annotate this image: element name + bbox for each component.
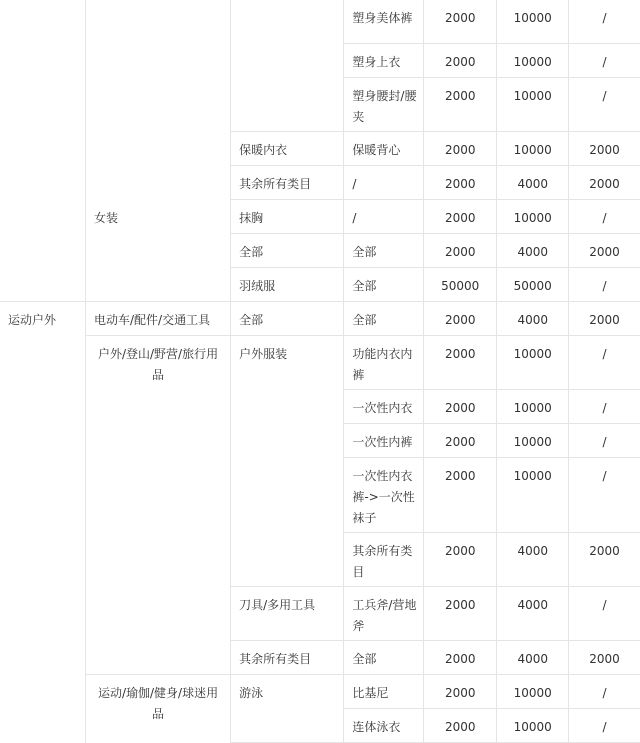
deposit-value-3: / — [568, 78, 640, 132]
deposit-value-3: / — [568, 44, 640, 78]
deposit-value-2: 10000 — [497, 675, 568, 709]
level4-category-cell: / — [344, 200, 424, 234]
deposit-value-3: / — [568, 200, 640, 234]
deposit-value-2: 10000 — [497, 390, 568, 424]
deposit-value-1: 2000 — [424, 533, 497, 587]
level1-category-cell: 运动户外 — [0, 302, 86, 743]
level4-category-cell: 功能内衣内裤 — [344, 336, 424, 390]
level4-category-cell: 保暖背心 — [344, 132, 424, 166]
level2-category-cell: 运动/瑜伽/健身/球迷用品 — [86, 675, 231, 743]
level4-category-cell: 全部 — [344, 302, 424, 336]
level2-category-cell: 户外/登山/野营/旅行用品 — [86, 336, 231, 675]
deposit-value-3: / — [568, 0, 640, 44]
level3-category-cell: 全部 — [231, 302, 344, 336]
table-row — [0, 302, 640, 336]
level2-category-cell: 女装 — [86, 200, 231, 302]
deposit-value-3: 2000 — [568, 132, 640, 166]
deposit-value-2: 4000 — [497, 234, 568, 268]
deposit-value-1: 2000 — [424, 234, 497, 268]
deposit-value-2: 4000 — [497, 587, 568, 641]
level3-category-cell: 刀具/多用工具 — [231, 587, 344, 641]
deposit-value-2: 4000 — [497, 641, 568, 675]
level4-category-cell: 工兵斧/营地斧 — [344, 587, 424, 641]
level3-category-cell: 抹胸 — [231, 200, 344, 234]
deposit-value-2: 10000 — [497, 458, 568, 533]
deposit-value-2: 4000 — [497, 302, 568, 336]
deposit-value-1: 2000 — [424, 458, 497, 533]
deposit-value-3: / — [568, 424, 640, 458]
deposit-value-1: 2000 — [424, 302, 497, 336]
level4-category-cell: 全部 — [344, 268, 424, 302]
level3-category-cell: 户外服装 — [231, 336, 344, 587]
level3-category-cell — [231, 0, 344, 132]
deposit-value-1: 2000 — [424, 78, 497, 132]
deposit-value-3: 2000 — [568, 533, 640, 587]
level3-category-cell: 全部 — [231, 234, 344, 268]
deposit-value-3: / — [568, 458, 640, 533]
level4-category-cell: / — [344, 166, 424, 200]
deposit-value-1: 2000 — [424, 709, 497, 743]
table-row — [0, 675, 640, 709]
level4-category-cell: 一次性内衣裤->一次性袜子 — [344, 458, 424, 533]
deposit-value-2: 50000 — [497, 268, 568, 302]
deposit-value-2: 10000 — [497, 78, 568, 132]
level3-category-cell: 其余所有类目 — [231, 641, 344, 675]
deposit-value-3: / — [568, 390, 640, 424]
deposit-value-1: 2000 — [424, 336, 497, 390]
deposit-value-3: / — [568, 675, 640, 709]
level3-category-cell: 羽绒服 — [231, 268, 344, 302]
deposit-value-2: 4000 — [497, 166, 568, 200]
level4-category-cell: 一次性内裤 — [344, 424, 424, 458]
level4-category-cell: 塑身美体裤 — [344, 0, 424, 44]
deposit-value-1: 2000 — [424, 44, 497, 78]
table-row — [0, 200, 640, 234]
level2-category-cell — [86, 0, 231, 200]
deposit-value-3: / — [568, 709, 640, 743]
level4-category-cell: 一次性内衣 — [344, 390, 424, 424]
deposit-value-2: 10000 — [497, 424, 568, 458]
deposit-value-1: 2000 — [424, 587, 497, 641]
level1-category-cell — [0, 0, 86, 302]
deposit-value-3: 2000 — [568, 234, 640, 268]
deposit-value-3: / — [568, 587, 640, 641]
deposit-value-3: 2000 — [568, 641, 640, 675]
deposit-value-2: 10000 — [497, 44, 568, 78]
level4-category-cell: 全部 — [344, 641, 424, 675]
deposit-value-3: 2000 — [568, 166, 640, 200]
deposit-value-3: 2000 — [568, 302, 640, 336]
deposit-value-2: 10000 — [497, 709, 568, 743]
level2-category-cell: 电动车/配件/交通工具 — [86, 302, 231, 336]
level4-category-cell: 比基尼 — [344, 675, 424, 709]
deposit-value-1: 2000 — [424, 0, 497, 44]
level4-category-cell: 其余所有类目 — [344, 533, 424, 587]
deposit-value-1: 2000 — [424, 200, 497, 234]
deposit-value-3: / — [568, 268, 640, 302]
deposit-value-1: 50000 — [424, 268, 497, 302]
level3-category-cell: 其余所有类目 — [231, 166, 344, 200]
deposit-value-1: 2000 — [424, 675, 497, 709]
level3-category-cell: 保暖内衣 — [231, 132, 344, 166]
level4-category-cell: 塑身腰封/腰夹 — [344, 78, 424, 132]
deposit-value-1: 2000 — [424, 641, 497, 675]
table-row — [0, 336, 640, 390]
deposit-value-1: 2000 — [424, 132, 497, 166]
level4-category-cell: 连体泳衣 — [344, 709, 424, 743]
deposit-value-2: 10000 — [497, 132, 568, 166]
deposit-value-2: 10000 — [497, 0, 568, 44]
table-row — [0, 0, 640, 44]
deposit-value-2: 10000 — [497, 200, 568, 234]
deposit-value-3: / — [568, 336, 640, 390]
deposit-value-1: 2000 — [424, 424, 497, 458]
deposit-value-1: 2000 — [424, 390, 497, 424]
deposit-value-2: 4000 — [497, 533, 568, 587]
level4-category-cell: 塑身上衣 — [344, 44, 424, 78]
deposit-value-1: 2000 — [424, 166, 497, 200]
level3-category-cell: 游泳 — [231, 675, 344, 743]
deposit-value-2: 10000 — [497, 336, 568, 390]
level4-category-cell: 全部 — [344, 234, 424, 268]
